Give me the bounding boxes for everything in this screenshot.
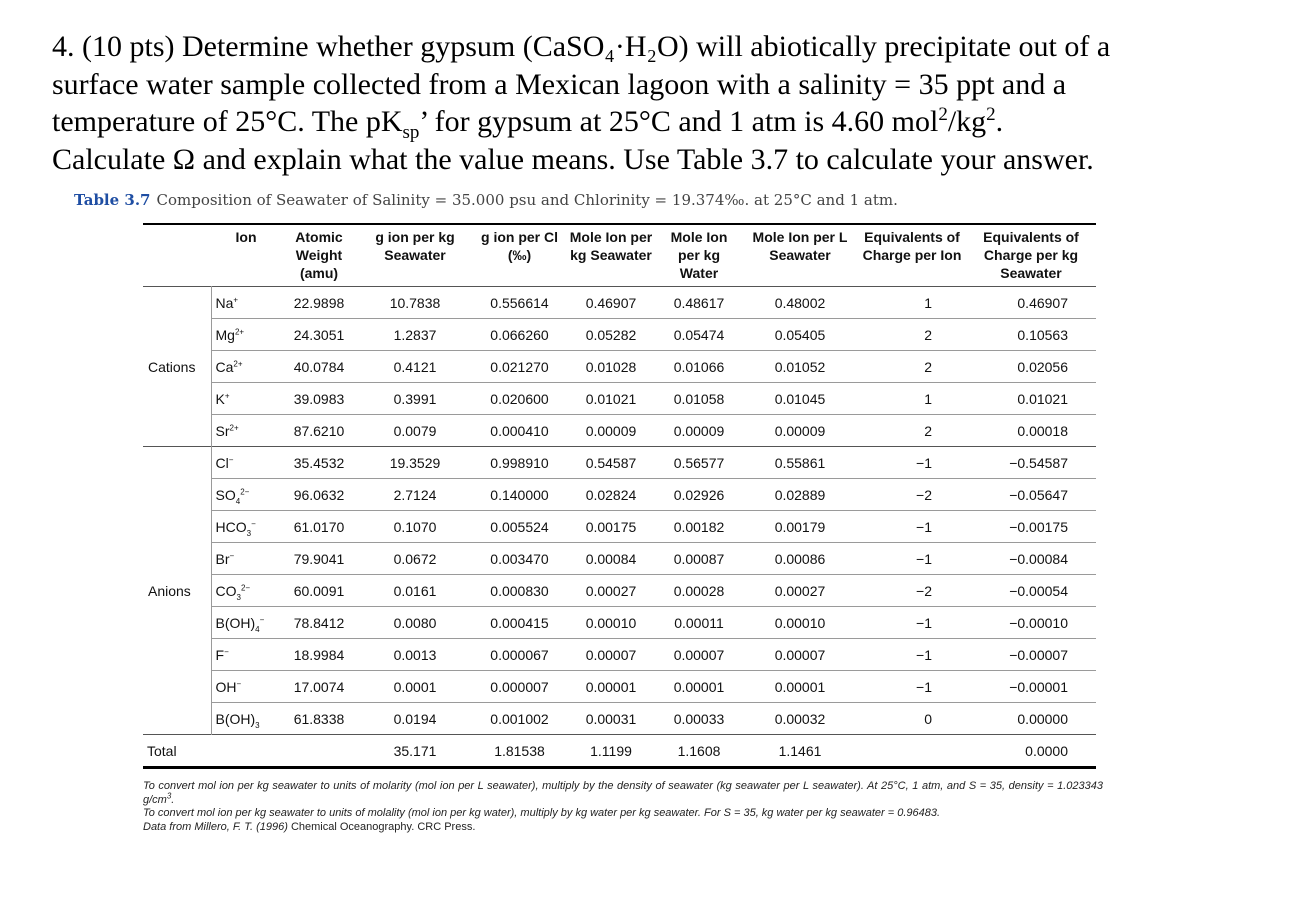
table-row (143, 511, 1096, 543)
ion-symbol: Mg (215, 326, 235, 343)
footnote-molarity-end: . (171, 793, 175, 806)
cell-g-per-cl: 0.003470 (473, 543, 566, 575)
cell-atomic-weight: 39.0983 (281, 383, 357, 415)
table-body (143, 287, 1096, 768)
cell-mol-per-kg-water: 0.00007 (656, 639, 742, 671)
cell-g-per-kg: 2.7124 (357, 479, 473, 511)
total-mol-per-l: 1.1461 (742, 735, 858, 768)
cell-mol-per-kg-seawater: 0.54587 (566, 447, 656, 479)
total-label: Total (143, 735, 281, 768)
cell-g-per-kg: 0.1070 (357, 511, 473, 543)
ion-cell (211, 543, 281, 575)
cell-mol-per-l: 0.48002 (742, 287, 858, 319)
cell-mol-per-kg-water: 0.00087 (656, 543, 742, 575)
cell-atomic-weight: 22.9898 (281, 287, 357, 319)
table-footnotes (143, 780, 1103, 834)
ion-cell (211, 319, 281, 351)
q3-sup-1: 2 (938, 104, 948, 125)
cell-g-per-cl: 0.998910 (473, 447, 566, 479)
cell-eq-charge: 1 (858, 287, 966, 319)
cell-eq-charge: −1 (858, 543, 966, 575)
table-top-rule (143, 223, 1096, 225)
ion-cell (211, 671, 281, 703)
cell-mol-per-l: 0.02889 (742, 479, 858, 511)
header-ion: Ion (235, 229, 257, 245)
cell-eq-per-kg: −0.54587 (966, 447, 1096, 479)
cell-mol-per-kg-seawater: 0.01021 (566, 383, 656, 415)
cell-eq-charge: −1 (858, 671, 966, 703)
cell-g-per-kg: 0.0001 (357, 671, 473, 703)
ion-symbol: F (215, 646, 225, 663)
table-caption-text: Composition of Seawater of Salinity = 35.000 psu and Chlorinity = 19.374‰. at 25°C and 1 atm. (156, 191, 898, 209)
ion-cell (211, 479, 281, 511)
total-mol-per-kg-seawater: 1.1199 (566, 735, 656, 768)
group-label-cations: Cations (143, 287, 211, 447)
total-eq-charge (858, 735, 966, 768)
cell-eq-per-kg: −0.00054 (966, 575, 1096, 607)
cell-mol-per-l: 0.00032 (774, 710, 826, 727)
cell-g-per-cl: 0.000415 (473, 607, 566, 639)
cell-mol-per-kg-seawater: 0.00031 (585, 710, 637, 727)
footnote-source (143, 821, 1103, 835)
cell-g-per-kg: 0.0080 (357, 607, 473, 639)
cell-mol-per-kg-seawater: 0.00084 (566, 543, 656, 575)
cell-mol-per-kg-water: 0.00009 (673, 422, 725, 439)
footnote-molarity (143, 780, 1103, 807)
ion-charge: − (236, 678, 242, 688)
cell-atomic-weight: 40.0784 (281, 351, 357, 383)
cell-g-per-kg: 0.4121 (357, 351, 473, 383)
ion-symbol: Ca (215, 358, 234, 375)
q3-part-d: . (995, 105, 1004, 138)
table-caption (74, 191, 898, 209)
cell-g-per-cl: 0.066260 (473, 319, 566, 351)
cell-atomic-weight: 78.8412 (281, 607, 357, 639)
cell-g-per-kg: 0.0013 (357, 639, 473, 671)
cell-eq-charge: 2 (924, 422, 932, 439)
seawater-composition-table (143, 226, 1096, 769)
cell-g-per-kg: 1.2837 (357, 319, 473, 351)
table-row (143, 671, 1096, 703)
cell-eq-charge: 2 (858, 351, 966, 383)
cell-atomic-weight: 17.0074 (281, 671, 357, 703)
cell-mol-per-kg-seawater: 0.01028 (566, 351, 656, 383)
cell-mol-per-l: 0.55861 (742, 447, 858, 479)
ion-charge: − (228, 454, 234, 464)
cell-g-per-kg: 0.0672 (357, 543, 473, 575)
ion-charge: + (233, 294, 239, 304)
cell-eq-charge: −1 (858, 447, 966, 479)
ion-cell (211, 703, 281, 735)
cell-atomic-weight: 61.0170 (281, 511, 357, 543)
cell-eq-per-kg: 0.10563 (966, 319, 1096, 351)
total-eq-per-kg: 0.0000 (966, 735, 1096, 768)
ion-symbol: K (215, 390, 225, 407)
cell-mol-per-kg-water: 0.00033 (673, 710, 725, 727)
q3-part-b: ’ for gypsum at 25°C and 1 atm is 4.60 mol (419, 105, 939, 138)
header-group (143, 226, 211, 287)
cell-g-per-kg: 0.0161 (357, 575, 473, 607)
ion-charge: 2− (240, 486, 250, 496)
cell-mol-per-kg-seawater: 0.00027 (566, 575, 656, 607)
cell-mol-per-kg-water: 0.00028 (656, 575, 742, 607)
ion-cell (211, 607, 281, 639)
footnote-molarity-text: To convert mol ion per kg seawater to units of molarity (mol ion per L seawater), multiply by the density of seawater (kg seawater per L seawater). At 25°C, 1 atm, and S = 35, density = 1.023343 g/cm (143, 780, 1103, 806)
cell-eq-charge: 0 (924, 710, 932, 727)
table-row (143, 479, 1096, 511)
footnote-source-title: Chemical Oceanography. CRC Press. (290, 820, 476, 833)
cell-mol-per-kg-seawater: 0.00009 (585, 422, 637, 439)
cell-g-per-cl: 0.000067 (473, 639, 566, 671)
ion-symbol: SO (215, 486, 236, 503)
cell-mol-per-kg-water: 0.48617 (656, 287, 742, 319)
cell-eq-per-kg: −0.00084 (966, 543, 1096, 575)
header-mol-per-kg-seawater: Mole Ion per kg Seawater (569, 229, 653, 263)
cell-atomic-weight: 60.0091 (281, 575, 357, 607)
cell-eq-per-kg: −0.00010 (966, 607, 1096, 639)
total-row (143, 735, 1096, 768)
cell-atomic-weight: 87.6210 (293, 422, 345, 439)
cell-g-per-kg: 19.3529 (357, 447, 473, 479)
ion-symbol: Br (215, 550, 230, 567)
cell-mol-per-kg-water: 0.01058 (656, 383, 742, 415)
q3-sub-sp: sp (402, 122, 420, 143)
cell-g-per-kg: 0.3991 (357, 383, 473, 415)
total-mol-per-kg-water: 1.1608 (656, 735, 742, 768)
q3-sup-2: 2 (986, 104, 996, 125)
q3-part-a: temperature of 25°C. The pK (52, 105, 403, 138)
ion-subscript: 3 (236, 592, 241, 602)
cell-atomic-weight: 79.9041 (281, 543, 357, 575)
cell-mol-per-kg-seawater: 0.00175 (566, 511, 656, 543)
table-header-row (143, 226, 1096, 287)
cell-mol-per-l: 0.00027 (742, 575, 858, 607)
cell-mol-per-l: 0.00001 (742, 671, 858, 703)
cell-mol-per-kg-seawater: 0.00010 (566, 607, 656, 639)
cell-mol-per-l: 0.00007 (742, 639, 858, 671)
table-row (143, 383, 1096, 415)
ion-subscript: 3 (255, 720, 260, 730)
question-line-4: Calculate Ω and explain what the value means. Use Table 3.7 to calculate your answer. (52, 142, 1094, 176)
question-line-2: surface water sample collected from a Mexican lagoon with a salinity = 35 ppt and a (52, 67, 1067, 101)
cell-mol-per-kg-water: 0.02926 (656, 479, 742, 511)
table-row (143, 351, 1096, 383)
total-atomic-weight (281, 735, 357, 768)
cell-atomic-weight: 61.8338 (293, 710, 345, 727)
ion-subscript: 4 (235, 496, 241, 506)
cell-eq-charge: −1 (858, 607, 966, 639)
cell-mol-per-kg-seawater: 0.46907 (566, 287, 656, 319)
cell-g-per-cl: 0.140000 (473, 479, 566, 511)
ion-symbol: Sr (215, 422, 230, 439)
cell-eq-per-kg: 0.01021 (966, 383, 1096, 415)
cell-g-per-kg: 0.0194 (393, 710, 437, 727)
cell-eq-charge: −2 (858, 575, 966, 607)
cell-eq-per-kg: 0.00018 (1017, 422, 1068, 439)
table-row (143, 319, 1096, 351)
cell-g-per-cl: 0.556614 (473, 287, 566, 319)
ion-cell (211, 383, 281, 415)
ion-cell (211, 351, 281, 383)
cell-mol-per-kg-seawater: 0.05282 (566, 319, 656, 351)
ion-charge: 2+ (229, 422, 239, 432)
cell-g-per-cl: 0.000007 (473, 671, 566, 703)
header-mol-per-l: Mole Ion per L Seawater (752, 229, 848, 263)
header-eq-charge: Equivalents of Charge per Ion (862, 229, 962, 263)
cell-atomic-weight: 35.4532 (281, 447, 357, 479)
ion-subscript: 4 (255, 624, 260, 634)
cell-g-per-cl: 0.020600 (473, 383, 566, 415)
cell-mol-per-l: 0.00009 (774, 422, 826, 439)
cell-mol-per-kg-water: 0.00011 (656, 607, 742, 639)
table-caption-label: Table 3.7 (74, 191, 151, 209)
ion-symbol: OH (215, 678, 237, 695)
cell-eq-per-kg: −0.00007 (966, 639, 1096, 671)
cell-g-per-cl: 0.021270 (473, 351, 566, 383)
table-row (143, 543, 1096, 575)
cell-eq-charge: 1 (858, 383, 966, 415)
cell-g-per-cl: 0.000410 (490, 422, 549, 439)
question-line-1: 4. (10 pts) Determine whether gypsum (CaSO₄·H₂O) will abiotically precipitate out of a (52, 30, 1111, 63)
header-eq-per-kg: Equivalents of Charge per kg Seawater (983, 229, 1079, 281)
cell-mol-per-kg-seawater: 0.00001 (566, 671, 656, 703)
cell-mol-per-kg-seawater: 0.00007 (566, 639, 656, 671)
table-row (143, 639, 1096, 671)
cell-g-per-cl: 0.005524 (473, 511, 566, 543)
table-row (143, 703, 1096, 735)
footnote-molality: To convert mol ion per kg seawater to units of molality (mol ion per kg water), multiply by kg water per kg seawater. For S = 35, kg water per kg seawater = 0.96483. (143, 807, 941, 819)
cell-mol-per-l: 0.00086 (742, 543, 858, 575)
ion-subscript: 3 (246, 528, 252, 538)
cell-g-per-cl: 0.000830 (473, 575, 566, 607)
header-g-per-cl: g ion per Cl (‰) (481, 229, 558, 263)
footnote-molarity-sup: 3 (166, 790, 172, 800)
cell-mol-per-l: 0.01045 (742, 383, 858, 415)
header-mol-per-kg-water: Mole Ion per kg Water (670, 229, 728, 281)
header-atomic-weight: Atomic Weight (amu) (295, 229, 343, 281)
cell-eq-per-kg: −0.00175 (966, 511, 1096, 543)
ion-charge: − (229, 550, 235, 560)
cell-mol-per-kg-water: 0.00182 (656, 511, 742, 543)
cell-mol-per-kg-water: 0.00001 (656, 671, 742, 703)
cell-eq-charge: −2 (858, 479, 966, 511)
q3-part-c: /kg (947, 105, 987, 138)
cell-eq-per-kg: 0.02056 (966, 351, 1096, 383)
ion-cell (211, 415, 281, 447)
cell-atomic-weight: 96.0632 (281, 479, 357, 511)
ion-charge: + (224, 390, 230, 400)
cell-g-per-kg: 10.7838 (357, 287, 473, 319)
cell-mol-per-kg-water: 0.01066 (656, 351, 742, 383)
ion-symbol: B(OH) (215, 614, 256, 631)
cell-g-per-kg: 0.0079 (393, 422, 437, 439)
total-g-per-kg: 35.171 (357, 735, 473, 768)
question-text (52, 28, 1262, 178)
cell-eq-per-kg: 0.00000 (1017, 710, 1068, 727)
cell-eq-per-kg: −0.00001 (966, 671, 1096, 703)
cell-g-per-cl: 0.001002 (490, 710, 549, 727)
ion-symbol: B(OH) (215, 710, 256, 727)
cell-eq-charge: 2 (858, 319, 966, 351)
ion-charge: − (259, 614, 265, 624)
ion-charge: 2+ (234, 326, 245, 336)
footnote-source-author: Data from Millero, F. T. (1996) (143, 820, 291, 833)
cell-mol-per-l: 0.00010 (742, 607, 858, 639)
ion-cell (211, 287, 281, 319)
table-row (143, 287, 1096, 319)
table-row (143, 575, 1096, 607)
cell-eq-per-kg: −0.05647 (966, 479, 1096, 511)
ion-charge: 2+ (233, 358, 243, 368)
cell-mol-per-l: 0.00179 (742, 511, 858, 543)
ion-symbol: Cl (215, 454, 229, 471)
cell-mol-per-l: 0.01052 (742, 351, 858, 383)
ion-charge: − (224, 646, 229, 656)
total-g-per-cl: 1.81538 (473, 735, 566, 768)
cell-eq-charge: −1 (858, 639, 966, 671)
ion-symbol: HCO (215, 518, 247, 535)
cell-mol-per-kg-water: 0.56577 (656, 447, 742, 479)
ion-cell (211, 511, 281, 543)
cell-mol-per-l: 0.05405 (742, 319, 858, 351)
ion-symbol: Na (215, 294, 234, 311)
ion-charge: 2− (240, 582, 251, 592)
ion-cell (211, 639, 281, 671)
table-row (143, 415, 1096, 447)
ion-cell (211, 447, 281, 479)
cell-eq-per-kg: 0.46907 (966, 287, 1096, 319)
table-row (143, 607, 1096, 639)
cell-eq-charge: −1 (858, 511, 966, 543)
group-label-anions: Anions (143, 447, 211, 735)
cell-mol-per-kg-seawater: 0.02824 (566, 479, 656, 511)
cell-atomic-weight: 18.9984 (281, 639, 357, 671)
question-line-3 (52, 103, 1262, 141)
ion-symbol: CO (215, 582, 237, 599)
ion-charge: − (251, 518, 256, 528)
table-row (143, 447, 1096, 479)
header-g-per-kg: g ion per kg Seawater (375, 229, 455, 263)
cell-atomic-weight: 24.3051 (281, 319, 357, 351)
ion-cell (211, 575, 281, 607)
cell-mol-per-kg-water: 0.05474 (656, 319, 742, 351)
